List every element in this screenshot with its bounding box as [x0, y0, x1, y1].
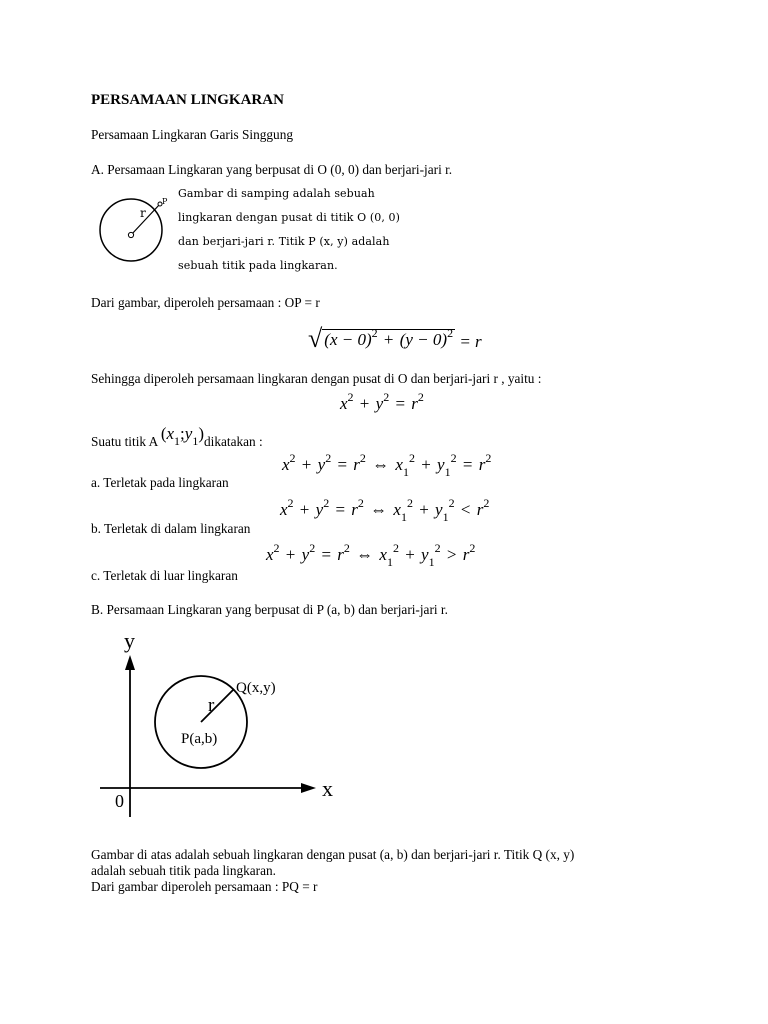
section-b-desc-2: adalah sebuah titik pada lingkaran.	[91, 863, 276, 878]
figure-a-line: dan berjari-jari r. Titik P (x, y) adalah	[178, 235, 390, 248]
section-a-heading: A. Persamaan Lingkaran yang berpusat di O (0, 0) dan berjari-jari r.	[91, 162, 453, 177]
center-point-o	[128, 232, 133, 237]
coordinate-figure-b	[100, 625, 350, 825]
case-b-equation: $x^2 + y^2 = r^2$ ⇔ $x_1^2 + y_1^2 < r^2$	[280, 496, 490, 524]
subtitle: Persamaan Lingkaran Garis Singgung	[91, 127, 293, 142]
radius-line-b	[201, 689, 234, 722]
hence-text: Sehingga diperoleh persamaan lingkaran dengan pusat di O dan berjari-jari r , yaitu :	[91, 371, 542, 386]
figure-a-line: sebuah titik pada lingkaran.	[178, 259, 338, 272]
case-c-label: c. Terletak di luar lingkaran	[91, 568, 238, 583]
radius-label-b: r	[208, 695, 215, 716]
center-p-label: P(a,b)	[181, 731, 218, 747]
section-b-heading: B. Persamaan Lingkaran yang berpusat di P (a, b) dan berjari-jari r.	[91, 602, 448, 617]
sqrt-rhs: = r	[459, 332, 482, 351]
axis-x-label: x	[322, 776, 333, 801]
figure-a-line: Gambar di samping adalah sebuah	[178, 187, 375, 200]
point-a-text: Suatu titik A $(x_1;y_1)dikatakan$ :	[91, 424, 263, 449]
x-axis-arrow	[301, 783, 316, 793]
figure-a-description	[178, 182, 400, 278]
figure-a-label-r: r	[140, 206, 146, 220]
point-a-coordinates: $(x_1;y_1)$	[160, 424, 204, 448]
y-axis-arrow	[125, 655, 135, 670]
origin-label: 0	[115, 791, 124, 811]
figure-a-line: lingkaran dengan pusat di titik O (0, 0)	[178, 211, 401, 224]
sqrt-formula	[308, 324, 482, 353]
circle-a	[100, 199, 162, 261]
circle-figure-a	[96, 188, 176, 272]
section-b-desc-1: Gambar di atas adalah sebuah lingkaran dengan pusat (a, b) dan berjari-jari r. Titik Q (x, y)	[91, 847, 575, 862]
section-b-desc-3: Dari gambar diperoleh persamaan : PQ = r	[91, 879, 318, 894]
point-q-label: Q(x,y)	[236, 680, 276, 696]
case-a-equation: $x^2 + y^2 = r^2$ ⇔ $x_1^2 + y_1^2 = r^2$	[282, 451, 492, 479]
case-a-label: a. Terletak pada lingkaran	[91, 475, 229, 490]
case-b-label: b. Terletak di dalam lingkaran	[91, 521, 251, 536]
figure-a-label-p: P	[162, 197, 168, 206]
radicand: $(x - 0)^2 + (y - 0)^2$	[324, 326, 454, 349]
radical-sign: √	[308, 324, 323, 353]
case-c-equation: $x^2 + y^2 = r^2$ ⇔ $x_1^2 + y_1^2 > r^2$	[266, 541, 476, 569]
page-title: PERSAMAAN LINGKARAN	[91, 92, 284, 108]
from-figure-text: Dari gambar, diperoleh persamaan : OP = r	[91, 295, 320, 310]
axis-y-label: y	[124, 628, 135, 653]
main-equation: $x^2 + y^2 = r^2$	[340, 390, 424, 413]
